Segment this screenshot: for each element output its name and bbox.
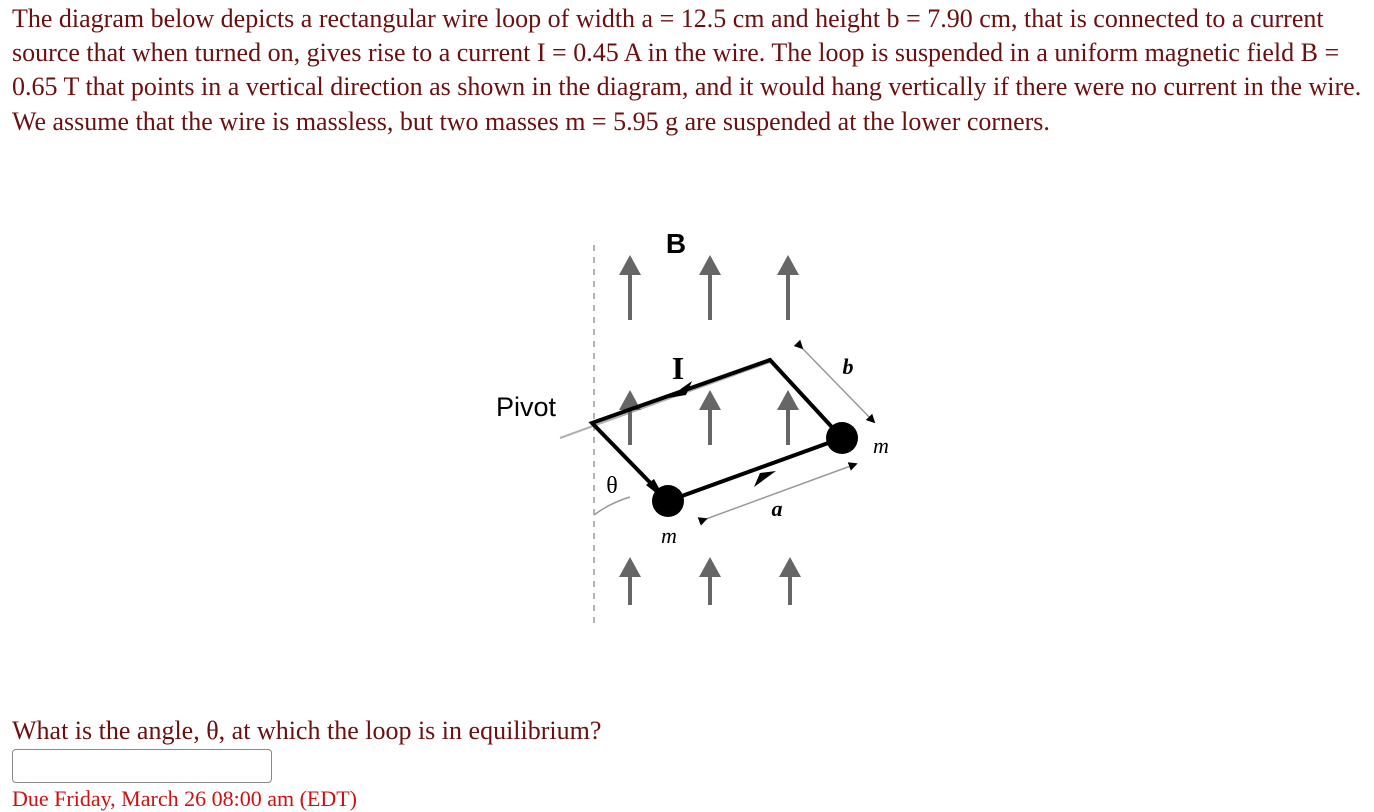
field-arrow-mid-1: [619, 390, 641, 445]
label-theta: θ: [606, 473, 618, 499]
field-arrow-mid-3: [777, 390, 799, 445]
problem-statement: The diagram below depicts a rectangular wire loop of width a = 12.5 cm and height b = 7.90 cm, that is connected to a current source that when turned on, gives rise to a current I = 0.45 A in the wire. The loop is suspended in a uniform magnetic field B = 0.65 T that points in a vertical direction as shown in the diagram, and it would hang vertically if there were no current in the wire. We assume that the wire is massless, but two masses m = 5.95 g are suspended at the lower corners.: [12, 4, 1362, 136]
label-b: b: [842, 354, 854, 379]
field-arrow-bottom-2: [699, 557, 721, 605]
loop-diagram: [470, 215, 930, 635]
label-mass-right: m: [873, 433, 889, 458]
mass-bottom-corner: [652, 485, 684, 517]
field-arrow-mid-2: [699, 390, 721, 445]
due-date-text: Due Friday, March 26 08:00 am (EDT): [12, 786, 357, 811]
mass-right-corner: [826, 422, 858, 454]
question-text: What is the angle, θ, at which the loop is in equilibrium?: [12, 716, 602, 745]
current-arrow-bottom: [754, 471, 776, 487]
label-current-I: I: [671, 350, 685, 386]
label-pivot: Pivot: [495, 392, 557, 422]
field-arrow-bottom-1: [619, 557, 641, 605]
field-arrow-bottom-3: [779, 557, 801, 605]
magnetic-field-arrows: [619, 255, 801, 605]
label-mass-bottom: m: [661, 523, 677, 548]
label-B: B: [665, 228, 687, 259]
answer-input[interactable]: [12, 749, 272, 783]
field-arrow-top-1: [619, 255, 641, 320]
field-arrow-top-2: [699, 255, 721, 320]
theta-arc: [594, 497, 630, 515]
label-a: a: [771, 496, 783, 521]
field-arrow-top-3: [777, 255, 799, 320]
dimension-b-line: [802, 348, 874, 422]
pivot-axis-line: [560, 362, 770, 438]
